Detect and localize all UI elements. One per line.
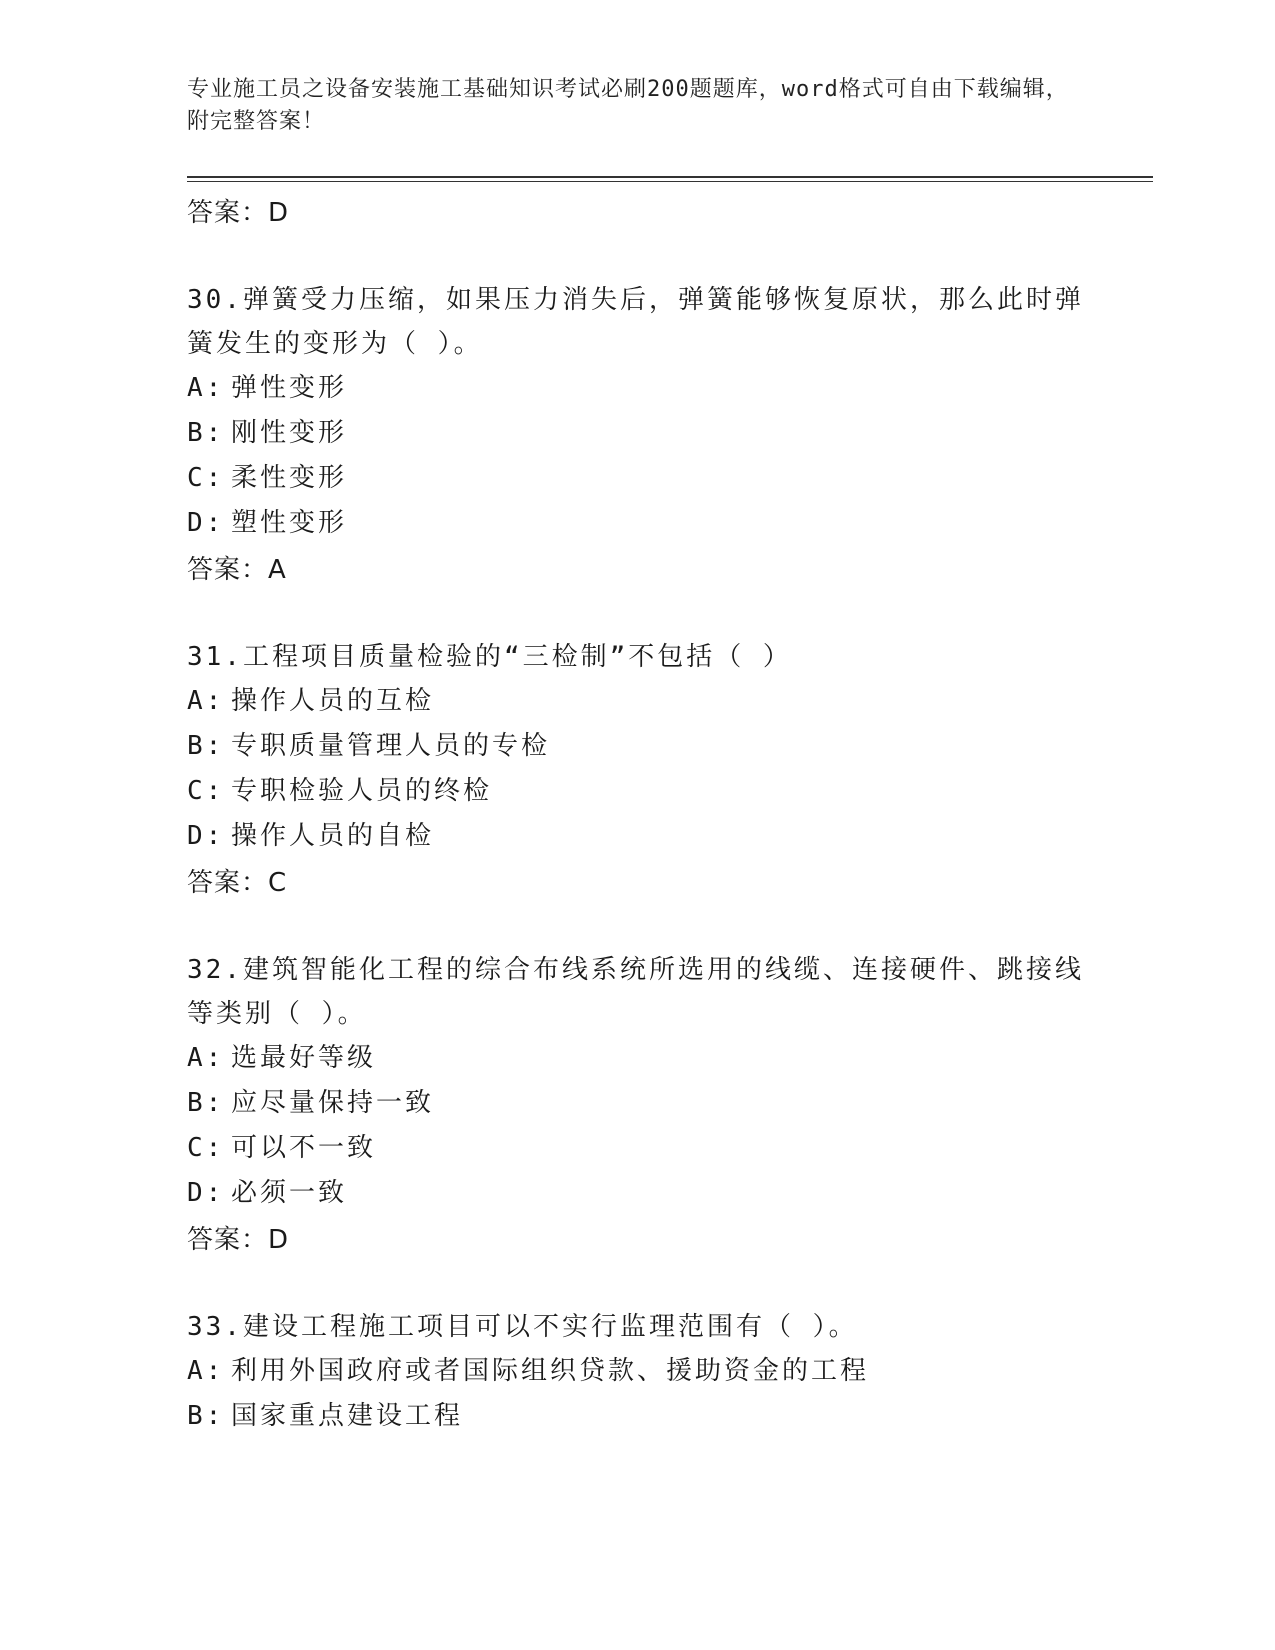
option-text: 专职质量管理人员的专检 [231,731,551,761]
question-stem: 33.建设工程施工项目可以不实行监理范围有（ ）。 [187,1312,858,1342]
question-30 [187,278,1087,593]
option-text: 国家重点建设工程 [231,1401,464,1431]
option-text: 专职检验人员的终检 [231,776,493,806]
option-d [187,501,1087,546]
header-divider-thin [187,181,1153,182]
option-d [187,814,1087,859]
option-letter: A: [187,373,225,403]
header-divider-thick [187,176,1153,178]
question-answer: 答案：A [187,555,287,585]
document-header-title: 专业施工员之设备安装施工基础知识考试必刷200题题库，word格式可自由下载编辑，附完整答案！ [187,77,1069,134]
option-letter: B: [187,1088,225,1118]
leading-answer: 答案：D [187,198,290,228]
option-letter: D: [187,508,225,538]
option-letter: C: [187,463,225,493]
question-32 [187,948,1087,1263]
question-stem: 31.工程项目质量检验的“三检制”不包括（ ） [187,642,792,672]
question-31 [187,635,1087,906]
option-text: 应尽量保持一致 [231,1088,435,1118]
option-c [187,456,1087,501]
option-letter: A: [187,1356,225,1386]
question-stem: 30.弹簧受力压缩，如果压力消失后，弹簧能够恢复原状，那么此时弹簧发生的变形为（ ）。 [187,285,1084,359]
option-a [187,679,1087,724]
option-text: 操作人员的自检 [231,821,435,851]
option-text: 柔性变形 [231,463,348,493]
option-b [187,1081,1087,1126]
option-text: 刚性变形 [231,418,348,448]
option-letter: D: [187,1178,225,1208]
option-letter: D: [187,821,225,851]
document-body [187,190,1087,1439]
option-a [187,1036,1087,1081]
option-text: 必须一致 [231,1178,348,1208]
option-d [187,1171,1087,1216]
option-letter: A: [187,686,225,716]
option-text: 操作人员的互检 [231,686,435,716]
option-text: 利用外国政府或者国际组织贷款、援助资金的工程 [231,1356,870,1386]
option-text: 弹性变形 [231,373,348,403]
option-c [187,769,1087,814]
question-stem: 32.建筑智能化工程的综合布线系统所选用的线缆、连接硬件、跳接线等类别（ ）。 [187,955,1084,1029]
option-letter: B: [187,418,225,448]
option-b [187,724,1087,769]
option-a [187,366,1087,411]
option-letter: A: [187,1043,225,1073]
option-letter: C: [187,776,225,806]
option-b [187,1394,1087,1439]
question-answer: 答案：D [187,1225,290,1255]
option-letter: B: [187,731,225,761]
option-b [187,411,1087,456]
option-text: 可以不一致 [231,1133,377,1163]
option-c [187,1126,1087,1171]
question-answer: 答案：C [187,868,288,898]
option-letter: B: [187,1401,225,1431]
option-text: 选最好等级 [231,1043,377,1073]
option-letter: C: [187,1133,225,1163]
option-a [187,1349,1087,1394]
question-33 [187,1305,1087,1439]
option-text: 塑性变形 [231,508,348,538]
